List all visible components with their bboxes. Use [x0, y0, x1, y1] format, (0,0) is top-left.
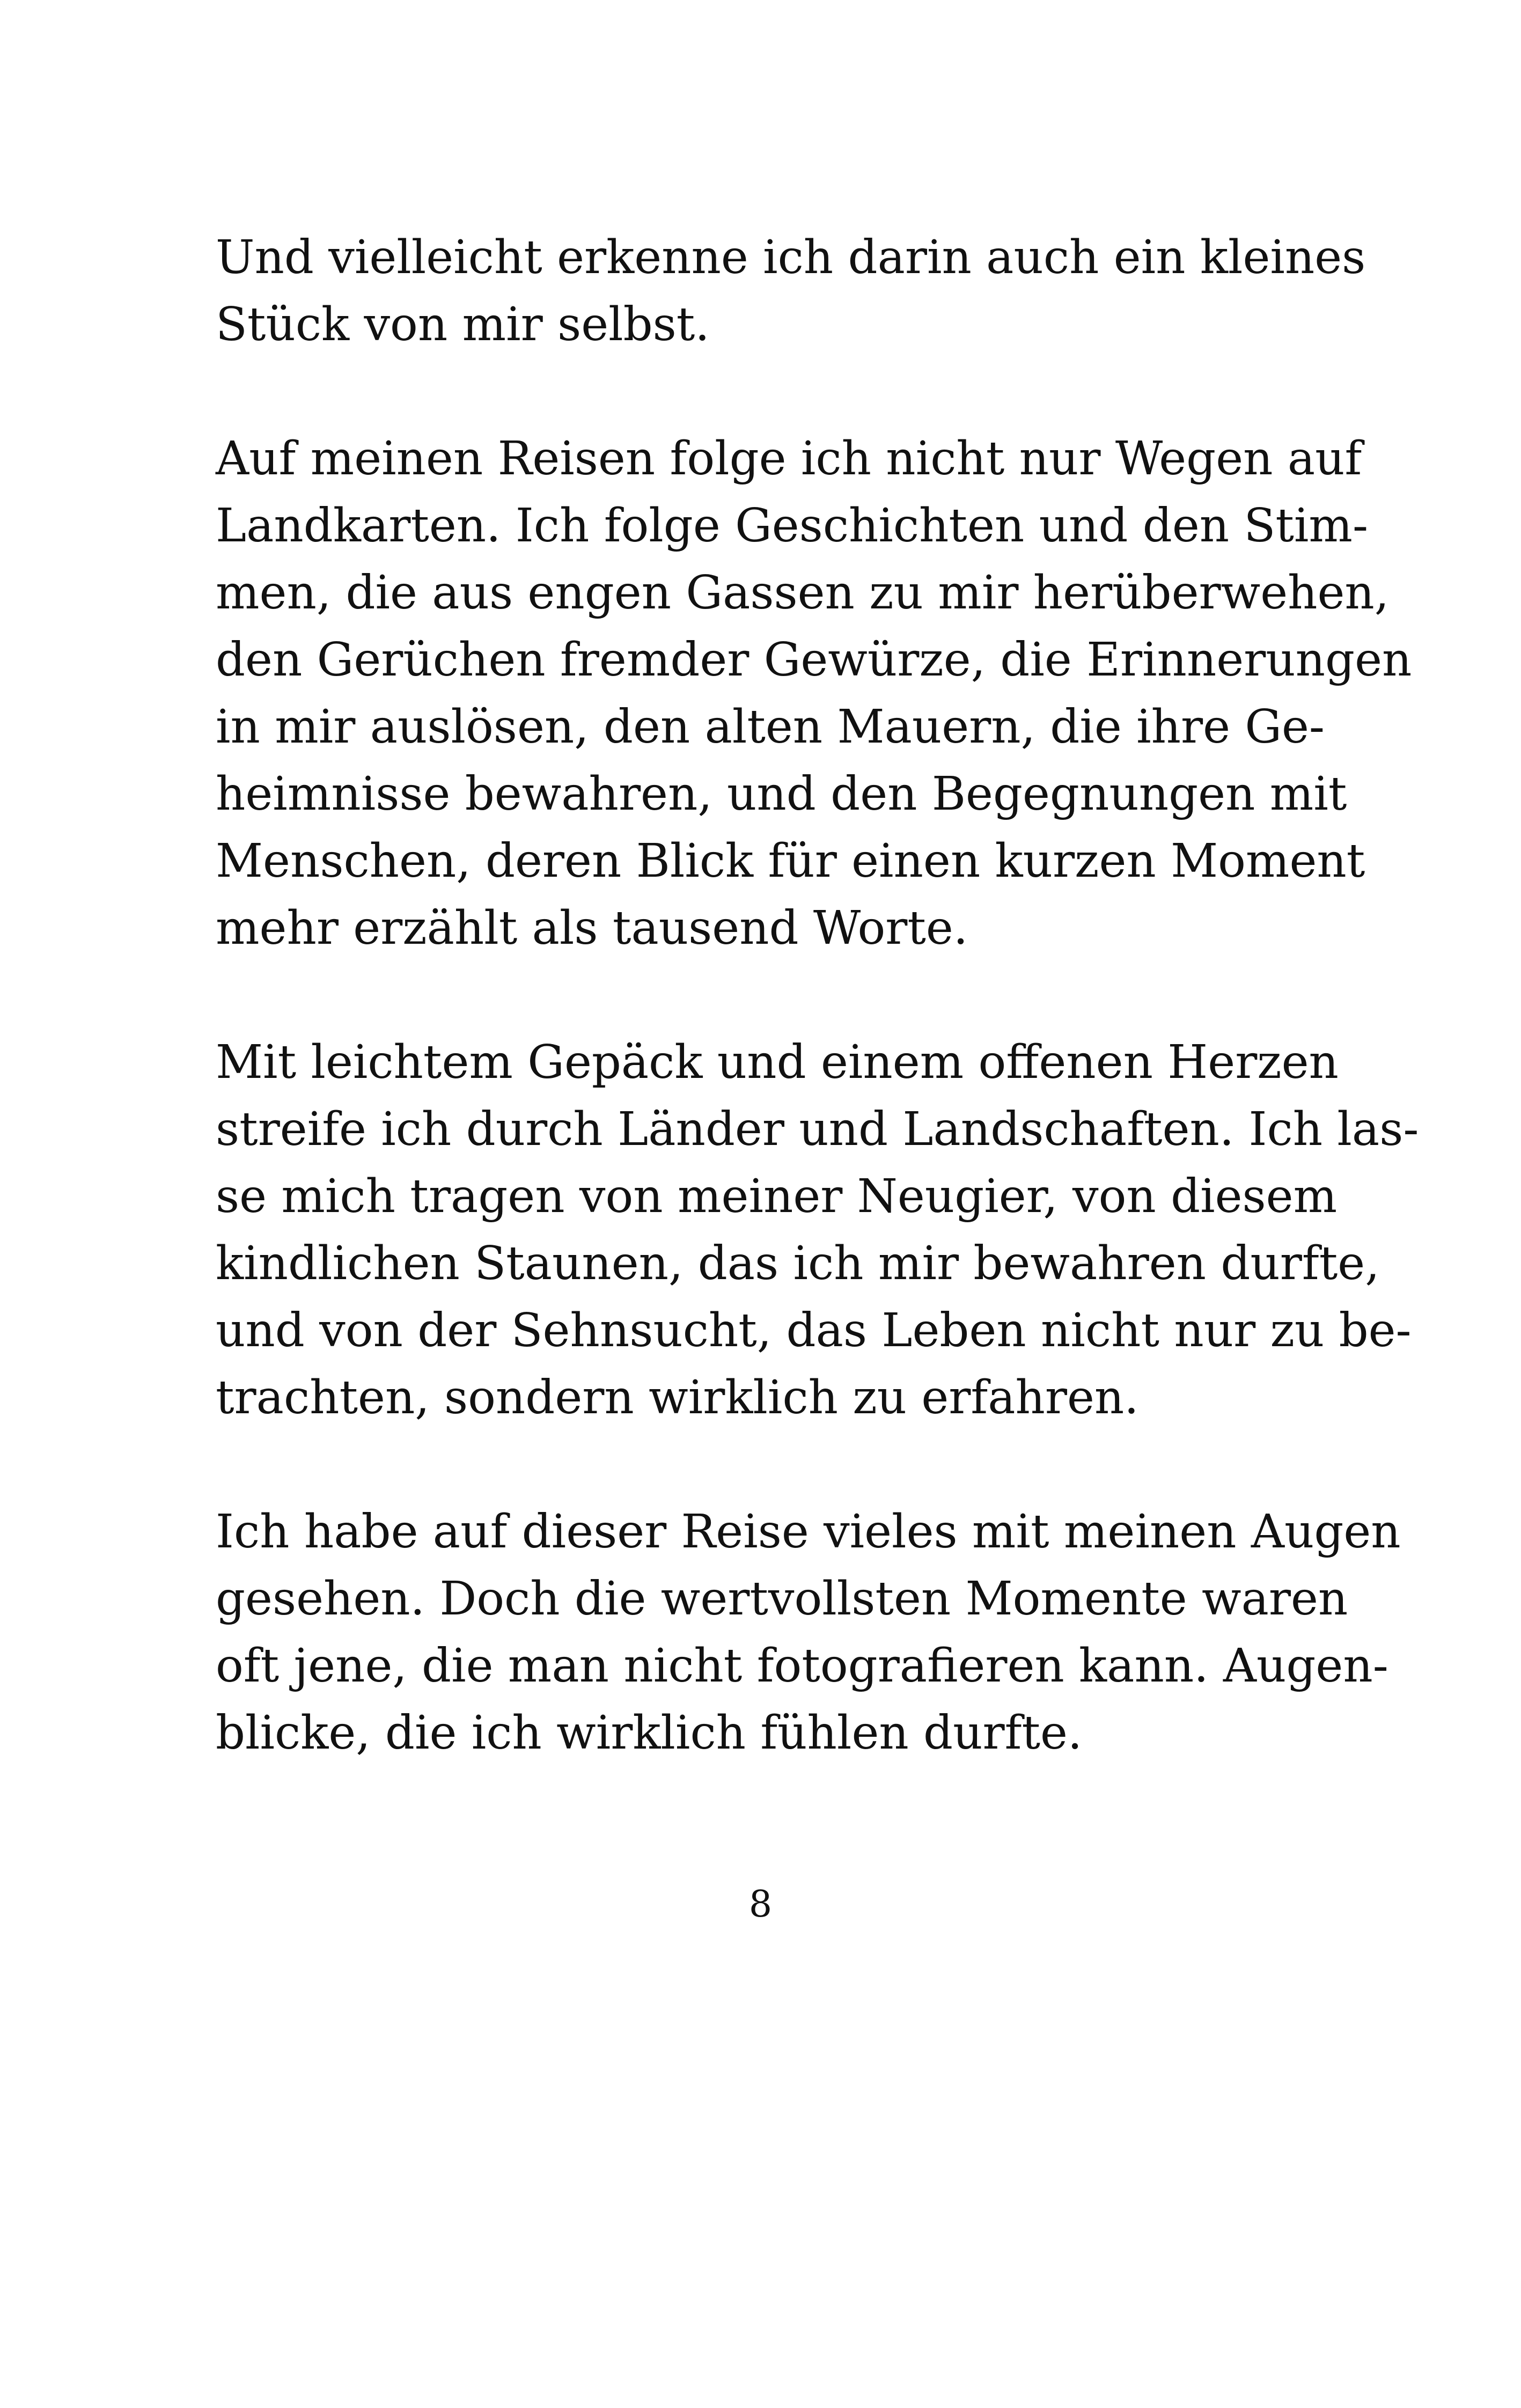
text-line: Mit leichtem Gepäck und einem offenen Herzen: [216, 1036, 1339, 1089]
page-number: 8: [748, 1883, 773, 1926]
text-line: Stück von mir selbst.: [216, 298, 710, 351]
text-line: und von der Sehnsucht, das Leben nicht nur zu be-: [216, 1304, 1412, 1357]
paragraph-2: [216, 425, 1412, 962]
text-line: streife ich durch Länder und Landschaften. Ich las-: [216, 1103, 1419, 1156]
text-line: heimnisse bewahren, und den Begegnungen mit: [216, 767, 1347, 821]
text-line: Landkarten. Ich folge Geschichten und den Stim-: [216, 499, 1369, 553]
paragraph-1: [216, 224, 1364, 358]
text-line: se mich tragen von meiner Neugier, von diesem: [216, 1170, 1338, 1223]
text-line: den Gerüchen fremder Gewürze, die Erinnerungen: [216, 633, 1412, 687]
text-line: Ich habe auf dieser Reise vieles mit meinen Augen: [216, 1505, 1401, 1559]
text-line: kindlichen Staunen, das ich mir bewahren durfte,: [216, 1237, 1380, 1290]
text-line: mehr erzählt als tausend Worte.: [216, 901, 968, 955]
text-line: Auf meinen Reisen folge ich nicht nur Wegen auf: [216, 432, 1362, 486]
paragraph-3: [216, 1029, 1419, 1431]
text-line: trachten, sondern wirklich zu erfahren.: [216, 1371, 1139, 1425]
paragraph-4: [216, 1499, 1401, 1767]
text-line: men, die aus engen Gassen zu mir herüberwehen,: [216, 566, 1390, 620]
text-line: blicke, die ich wirklich fühlen durfte.: [216, 1706, 1083, 1760]
text-line: Menschen, deren Blick für einen kurzen Moment: [216, 834, 1365, 888]
text-line: oft jene, die man nicht fotografieren kann. Augen-: [216, 1639, 1388, 1693]
text-line: in mir auslösen, den alten Mauern, die ihre Ge-: [216, 700, 1325, 754]
text-line: gesehen. Doch die wertvollsten Momente waren: [216, 1572, 1348, 1626]
text-line: Und vielleicht erkenne ich darin auch ein kleines: [216, 231, 1366, 284]
page-text: [216, 224, 1419, 1834]
